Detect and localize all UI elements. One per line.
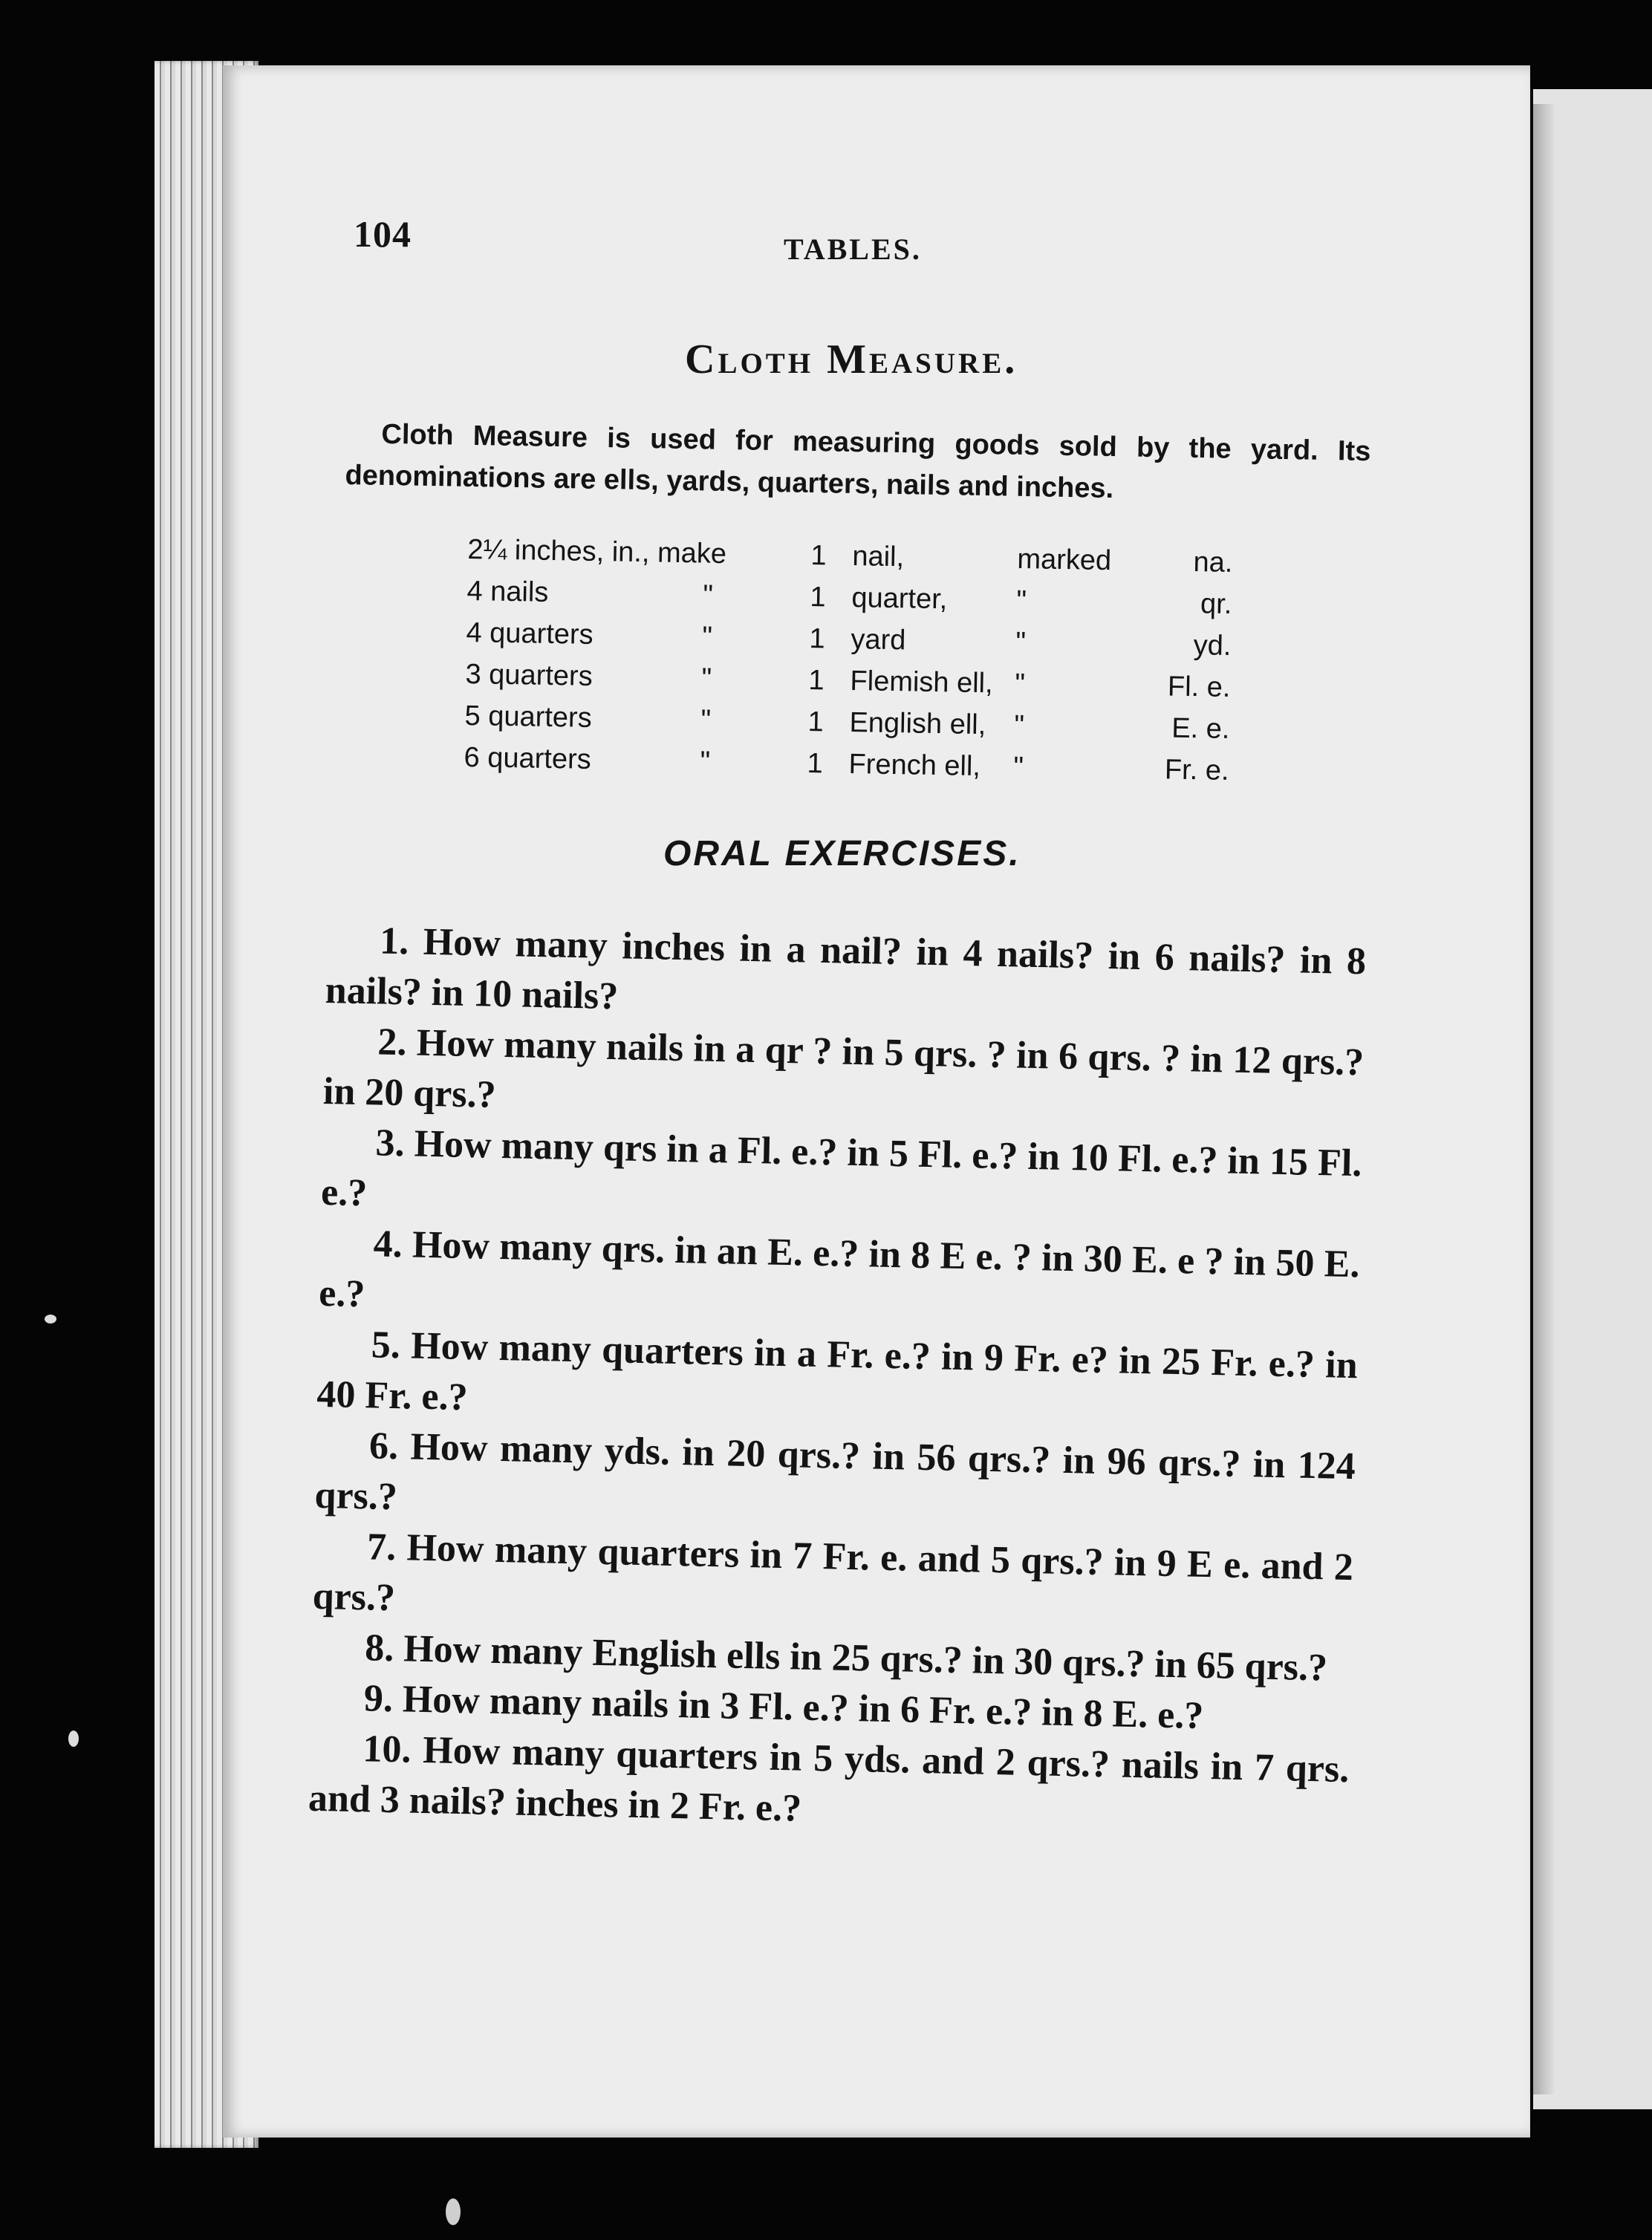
table-cell-count: 1 xyxy=(807,706,825,738)
table-cell-unit: yard xyxy=(851,624,906,657)
exercise-list xyxy=(308,915,1366,1846)
exercise-item: 2. How many nails in a qr ? in 5 qrs. ? in 6 qrs. ? in 12 qrs.? in 20 qrs.? xyxy=(322,1020,1365,1116)
running-head: TABLES. xyxy=(784,232,922,266)
table-cell-unit: English ell, xyxy=(849,707,986,741)
table-cell-abbr: E. e. xyxy=(1171,712,1230,745)
table-cell-unit: French ell, xyxy=(848,748,981,783)
intro-paragraph: Cloth Measure is used for measuring goods sold by the yard. Its denominations are ells, yards, quarters, nails and inches. xyxy=(345,418,1371,505)
table-cell-ditto: " xyxy=(700,746,711,778)
table-cell-ditto: " xyxy=(700,704,712,736)
table-cell-abbr: qr. xyxy=(1200,588,1232,620)
exercise-item: 6. How many yds. in 20 qrs.? in 56 qrs.? in 96 qrs.? in 124 qrs.? xyxy=(314,1425,1356,1519)
table-cell-marked: " xyxy=(1016,585,1027,617)
table-cell-from: 4 nails xyxy=(466,575,549,608)
table-cell-count: 1 xyxy=(810,540,827,572)
scan-speck xyxy=(45,1315,56,1324)
exercise-item: 4. How many qrs. in an E. e.? in 8 E e. ? in 30 E. e ? in 50 E. e.? xyxy=(318,1222,1361,1316)
page-number: 104 xyxy=(354,213,412,255)
table-cell-marked: " xyxy=(1013,751,1024,784)
table-cell-abbr: na. xyxy=(1193,547,1233,579)
measure-table xyxy=(464,529,1233,792)
table-cell-from: 2¼ inches, in., make xyxy=(467,533,727,570)
table-cell-from: 6 quarters xyxy=(464,741,592,775)
exercise-item: 7. How many quarters in 7 Fr. e. and 5 qrs.? in 9 E e. and 2 qrs.? xyxy=(312,1526,1354,1620)
scan-speck xyxy=(68,1731,79,1747)
section-title: Cloth Measure. xyxy=(685,336,1018,382)
table-cell-abbr: Fr. e. xyxy=(1164,754,1229,787)
table-cell-count: 1 xyxy=(809,623,825,655)
table-cell-marked: " xyxy=(1015,626,1027,659)
table-cell-count: 1 xyxy=(810,582,826,613)
scan-speck xyxy=(446,2198,461,2225)
table-cell-ditto: " xyxy=(701,662,712,694)
table-cell-ditto: " xyxy=(703,579,714,611)
table-cell-from: 5 quarters xyxy=(464,700,593,734)
table-cell-unit: quarter, xyxy=(851,582,948,616)
table-cell-count: 1 xyxy=(808,665,825,697)
table-cell-from: 3 quarters xyxy=(465,658,594,692)
exercise-item: 5. How many quarters in a Fr. e.? in 9 Fr. e? in 25 Fr. e.? in 40 Fr. e.? xyxy=(316,1324,1359,1419)
table-cell-ditto: " xyxy=(702,621,713,653)
exercise-item: 9. How many nails in 3 Fl. e.? in 6 Fr. e.? in 8 E. e.? xyxy=(363,1677,1204,1737)
gutter-shadow xyxy=(1533,104,1555,2094)
exercise-item: 8. How many English ells in 25 qrs.? in 30 qrs.? in 65 qrs.? xyxy=(364,1627,1328,1690)
exercise-item: 1. How many inches in a nail? in 4 nails? in 6 nails? in 8 nails? in 10 nails? xyxy=(325,919,1367,1018)
table-cell-marked: " xyxy=(1015,668,1026,700)
table-cell-abbr: yd. xyxy=(1193,630,1232,662)
exercise-item: 3. How many qrs in a Fl. e.? in 5 Fl. e.? in 10 Fl. e.? in 15 Fl. e.? xyxy=(320,1121,1362,1215)
table-cell-marked: " xyxy=(1014,709,1025,742)
exercise-item: 10. How many quarters in 5 yds. and 2 qrs.? nails in 7 qrs. and 3 nails? inches in 2 Fr. e.? xyxy=(308,1728,1350,1830)
table-cell-count: 1 xyxy=(807,748,824,780)
table-cell-unit: Flemish ell, xyxy=(850,665,993,700)
exercises-heading: ORAL EXERCISES. xyxy=(663,834,1021,873)
table-cell-unit: nail, xyxy=(852,541,905,573)
table-cell-from: 4 quarters xyxy=(466,616,594,651)
table-cell-abbr: Fl. e. xyxy=(1167,671,1231,703)
table-cell-marked: marked xyxy=(1017,543,1112,577)
